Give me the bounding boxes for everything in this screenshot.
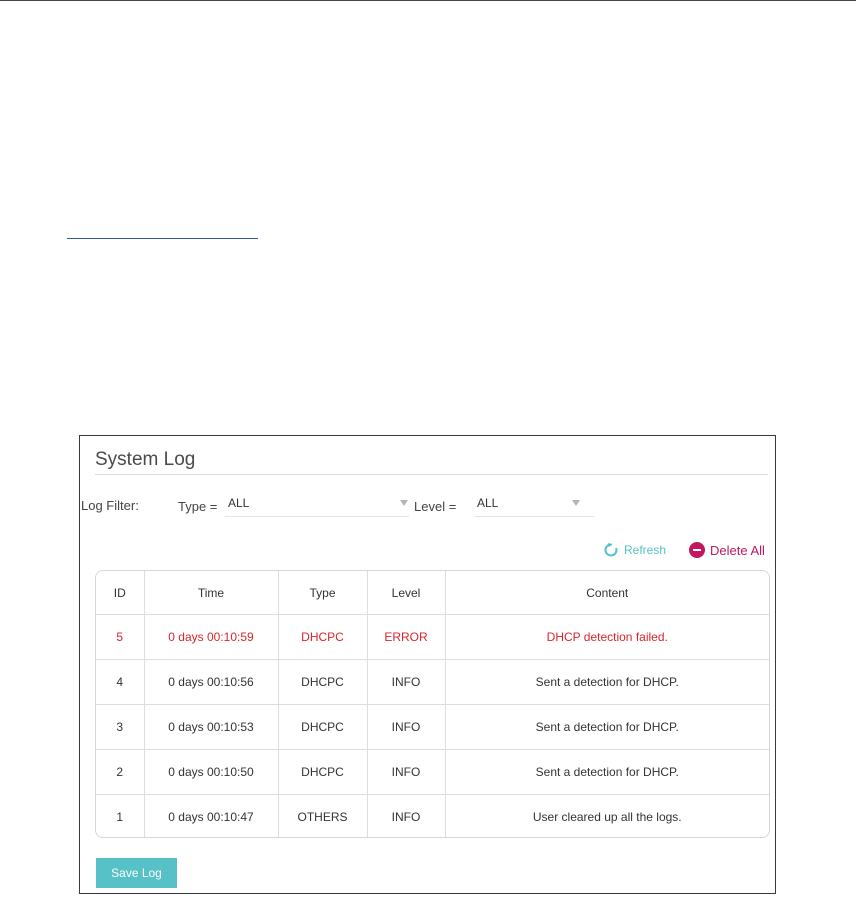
cell-time: 0 days 00:10:56: [144, 660, 278, 705]
cell-content: Sent a detection for DHCP.: [445, 705, 769, 750]
table-row: [96, 660, 769, 705]
cell-id: 2: [96, 750, 144, 795]
cell-time: 0 days 00:10:50: [144, 750, 278, 795]
cell-id: 4: [96, 660, 144, 705]
cell-time: 0 days 00:10:53: [144, 705, 278, 750]
cell-id: 5: [96, 615, 144, 660]
cell-level: INFO: [367, 795, 445, 839]
log-filter-label: Log Filter:: [81, 498, 139, 513]
delete-all-label: Delete All: [710, 542, 765, 558]
triangle-down-icon: [400, 500, 408, 506]
panel-title: System Log: [95, 449, 196, 470]
cell-level: INFO: [367, 705, 445, 750]
triangle-down-icon: [572, 500, 580, 506]
cell-type: DHCPC: [278, 615, 367, 660]
header-content: Content: [445, 571, 769, 615]
cell-time: 0 days 00:10:59: [144, 615, 278, 660]
cell-type: DHCPC: [278, 660, 367, 705]
table-header-row: [96, 571, 769, 615]
refresh-icon: [603, 542, 619, 558]
title-divider: [95, 474, 768, 475]
cell-level: ERROR: [367, 615, 445, 660]
level-filter-select[interactable]: [474, 489, 594, 517]
cell-id: 3: [96, 705, 144, 750]
cell-content: DHCP detection failed.: [445, 615, 769, 660]
system-log-panel: [79, 435, 776, 894]
minus-circle-icon: [689, 542, 705, 558]
cell-content: Sent a detection for DHCP.: [445, 750, 769, 795]
table-row: [96, 615, 769, 660]
delete-all-button[interactable]: [689, 540, 765, 560]
top-divider: [0, 0, 856, 1]
table-row: [96, 705, 769, 750]
cell-content: User cleared up all the logs.: [532, 810, 682, 824]
cell-time: 0 days 00:10:47: [144, 795, 278, 839]
header-level: Level: [367, 571, 445, 615]
cell-type: DHCPC: [278, 705, 367, 750]
refresh-label: Refresh: [624, 543, 667, 557]
save-log-button[interactable]: Save Log: [96, 858, 177, 888]
level-filter-value: ALL: [477, 496, 499, 510]
refresh-button[interactable]: [603, 540, 666, 560]
cell-type: DHCPC: [278, 750, 367, 795]
cell-level: INFO: [367, 750, 445, 795]
cell-type: OTHERS: [278, 795, 367, 839]
cell-content: Sent a detection for DHCP.: [445, 660, 769, 705]
cell-level: INFO: [367, 660, 445, 705]
type-filter-value: ALL: [228, 496, 250, 510]
cell-id: 1: [96, 795, 144, 839]
link-underline: [67, 238, 258, 239]
header-time: Time: [144, 571, 278, 615]
type-filter-label: Type =: [178, 499, 218, 514]
type-filter-select[interactable]: [225, 489, 409, 517]
log-table: [96, 571, 769, 838]
table-row: [96, 750, 769, 795]
header-id: ID: [96, 571, 144, 615]
log-table-container: [95, 570, 770, 838]
header-type: Type: [278, 571, 367, 615]
table-row: [96, 795, 769, 839]
level-filter-label: Level =: [414, 499, 457, 514]
